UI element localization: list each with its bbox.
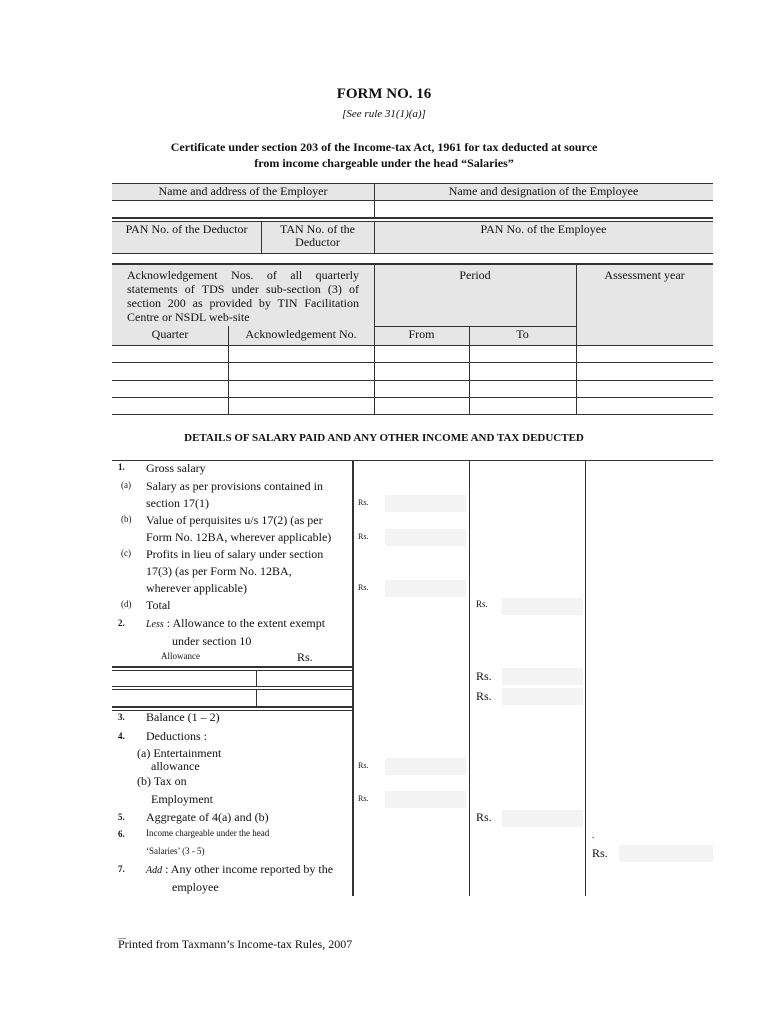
acknowledgement-description: Acknowledgement Nos. of all quarterly statements of TDS under sub-section (3) of section 200 as provided by TIN Facilitation Centre or NSDL web-site (127, 268, 359, 324)
tan-deductor-label-2: Deductor (295, 235, 340, 249)
row-6-number: 6. (118, 829, 125, 839)
tax-employment-label-2: Employment (151, 792, 213, 806)
rs-label-allowance: Rs. (297, 650, 313, 664)
row-1-number: 1. (118, 462, 125, 472)
gross-salary-label: Gross salary (146, 461, 206, 475)
income-chargeable-label-2: ‘Salaries’ (3 - 5) (146, 846, 205, 856)
tan-deductor-label-1: TAN No. of the (279, 222, 356, 236)
aggregate-amount-box[interactable] (502, 810, 583, 827)
period-to-label: To (516, 327, 529, 341)
pan-employee-label: PAN No. of the Employee (480, 222, 607, 236)
rs-label-6: Rs. (592, 846, 608, 860)
entertainment-label-2: allowance (151, 759, 200, 773)
row-5-number: 5. (118, 812, 125, 822)
form-title: FORM NO. 16 (336, 86, 432, 102)
salary-17-1-label-1: Salary as per provisions contained in (146, 479, 323, 493)
rs-label-4b: Rs. (358, 794, 369, 803)
period-from-label: From (408, 327, 435, 341)
rs-label-5: Rs. (476, 810, 492, 824)
rs-label-2a: Rs. (476, 669, 492, 683)
profits-label-3: wherever applicable) (146, 581, 247, 595)
less-word: Less (146, 619, 164, 630)
rs-label-1b: Rs. (358, 532, 369, 541)
assessment-year-label: Assessment year (604, 268, 685, 282)
acknowledgement-no-label: Acknowledgement No. (245, 327, 357, 341)
profits-label-2: 17(3) (as per Form No. 12BA, (146, 564, 292, 578)
row-1d-number: (d) (121, 599, 132, 609)
row-3-number: 3. (118, 712, 125, 722)
other-income-label-2: employee (172, 880, 219, 894)
total-amount-box[interactable] (502, 598, 583, 615)
entertainment-label-1: (a) Entertainment (137, 746, 222, 760)
employer-name-label: Name and address of the Employer (158, 184, 328, 198)
salary-17-1-label-2: section 17(1) (146, 496, 209, 510)
less-allowance-text: : Allowance to the extent exempt (163, 616, 326, 630)
other-income-text: : Any other income reported by the (162, 862, 334, 876)
certificate-subtitle-line2: from income chargeable under the head “Salaries” (254, 156, 514, 170)
row-1c-number: (c) (121, 548, 131, 558)
quarter-label: Quarter (151, 327, 189, 341)
income-chargeable-amount-box[interactable] (619, 845, 713, 862)
add-word: Add (146, 865, 163, 876)
rule-reference: [See rule 31(1)(a)] (342, 108, 426, 120)
row-4-number: 4. (118, 731, 125, 741)
profits-label-1: Profits in lieu of salary under section (146, 547, 324, 561)
period-label: Period (459, 268, 491, 282)
perquisites-label-2: Form No. 12BA, wherever applicable) (146, 530, 332, 544)
rs-label-1a: Rs. (358, 498, 369, 507)
details-heading: DETAILS OF SALARY PAID AND ANY OTHER INCOME AND TAX DEDUCTED (184, 432, 584, 444)
total-label: Total (146, 598, 171, 612)
tax-employment-label-1: (b) Tax on (137, 774, 187, 788)
certificate-subtitle-line1: Certificate under section 203 of the Income-tax Act, 1961 for tax deducted at source (170, 140, 598, 154)
balance-label: Balance (1 – 2) (146, 710, 220, 724)
deductions-label: Deductions : (146, 729, 207, 743)
footer-text: Printed from Taxmann’s Income-tax Rules, 2007 (118, 937, 353, 951)
salary-17-1-amount-box[interactable] (385, 495, 466, 512)
less-allowance-label-1 (146, 616, 325, 632)
tax-employment-amount-box[interactable] (385, 791, 466, 808)
rs-label-4a: Rs. (358, 761, 369, 770)
dot-mark: . (592, 830, 595, 840)
entertainment-amount-box[interactable] (385, 758, 466, 775)
income-chargeable-label-1: Income chargeable under the head (146, 828, 270, 838)
perquisites-label-1: Value of perquisites u/s 17(2) (as per (146, 513, 323, 527)
aggregate-label: Aggregate of 4(a) and (b) (146, 810, 269, 824)
profits-amount-box[interactable] (385, 580, 466, 597)
employee-name-label: Name and designation of the Employee (448, 184, 639, 198)
allowance-amount-box-1[interactable] (502, 668, 583, 685)
pan-deductor-label: PAN No. of the Deductor (125, 222, 248, 236)
row-1a-number: (a) (121, 480, 131, 490)
allowance-amount-box-2[interactable] (502, 688, 583, 705)
allowance-column-label: Allowance (161, 651, 200, 661)
row-7-number: 7. (118, 864, 125, 874)
less-allowance-label-2: under section 10 (172, 634, 252, 648)
rs-label-2b: Rs. (476, 689, 492, 703)
rs-label-1c: Rs. (358, 583, 369, 592)
other-income-label-1 (146, 862, 333, 878)
row-2-number: 2. (118, 618, 125, 628)
rs-label-1d: Rs. (476, 599, 488, 609)
perquisites-amount-box[interactable] (385, 529, 466, 546)
row-1b-number: (b) (121, 514, 132, 524)
